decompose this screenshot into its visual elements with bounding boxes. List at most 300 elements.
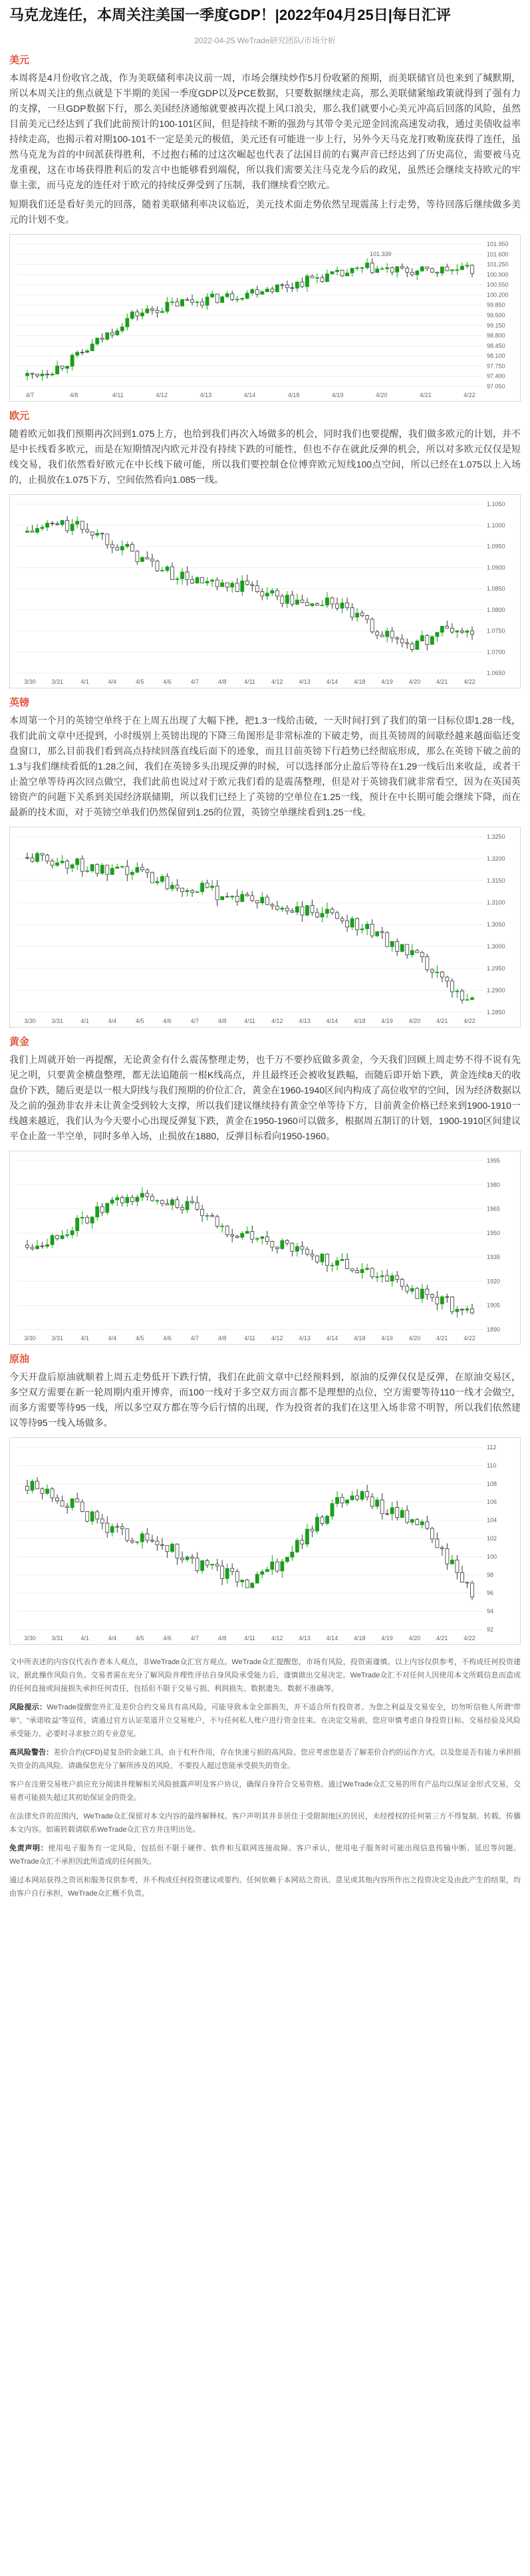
candle-body [370, 1497, 374, 1506]
candle-body [70, 1230, 74, 1234]
y-tick-label: 99.150 [487, 322, 505, 329]
x-tick-label: 4/6 [163, 1635, 172, 1642]
y-tick-label: 1995 [487, 1157, 501, 1164]
candle-body [36, 1481, 39, 1489]
candle-body [110, 545, 114, 547]
candle-body [430, 1528, 434, 1539]
candle-body [36, 853, 39, 861]
candle-body [261, 292, 264, 295]
candle-body [251, 1231, 254, 1239]
candle-body [150, 1197, 154, 1201]
y-tick-label: 99.850 [487, 301, 505, 309]
candle-body [116, 331, 119, 335]
candle-body [160, 1201, 164, 1204]
candle-body [160, 1545, 164, 1546]
candle-body [376, 1277, 379, 1278]
candle-body [41, 527, 44, 529]
x-tick-label: 4/18 [287, 392, 300, 398]
candle-body [51, 523, 54, 524]
candle-body [96, 533, 99, 535]
candle-body [90, 1217, 94, 1223]
risk-notice-label: 风险提示： [9, 1703, 47, 1711]
candle-body [366, 616, 369, 619]
y-tick-label: 1950 [487, 1229, 501, 1236]
candle-body [336, 270, 339, 271]
candle-body [201, 577, 204, 583]
candle-body [26, 531, 29, 532]
candle-body [350, 1496, 354, 1500]
y-tick-label: 98.800 [487, 332, 505, 339]
candle-body [191, 891, 194, 893]
candle-body [61, 861, 64, 863]
candle-body [321, 913, 324, 917]
candle-body [26, 373, 29, 376]
candle-body [450, 1297, 454, 1312]
candle-body [406, 944, 409, 955]
candle-body [80, 1217, 84, 1218]
x-tick-label: 4/7 [190, 678, 199, 685]
candle-body [446, 1548, 449, 1564]
candle-body [436, 272, 439, 273]
candle-body [150, 559, 154, 561]
x-tick-label: 4/21 [436, 1335, 448, 1342]
candle-body [235, 299, 239, 300]
candle-body [430, 637, 434, 644]
candle-body [305, 1249, 309, 1254]
x-tick-label: 4/8 [217, 1335, 227, 1342]
candle-body [61, 366, 64, 368]
candle-body [120, 327, 124, 331]
candle-body [186, 299, 189, 300]
candle-body [456, 991, 459, 992]
candle-body [390, 941, 394, 946]
candle-body [331, 909, 334, 913]
y-tick-label: 1980 [487, 1181, 501, 1189]
candle-body [221, 1566, 224, 1578]
candle-body [406, 1510, 409, 1522]
y-tick-label: 1.0750 [487, 627, 505, 635]
gold-chart [9, 1151, 521, 1345]
candle-body [146, 1534, 149, 1540]
x-tick-label: 4/5 [135, 1018, 144, 1024]
candle-body [130, 312, 134, 319]
x-tick-label: 4/4 [108, 678, 117, 685]
y-tick-label: 100.200 [487, 291, 509, 299]
candle-body [181, 888, 184, 891]
oil-chart [9, 1437, 521, 1645]
candle-body [420, 952, 424, 956]
candle-body [241, 895, 244, 902]
candle-body [225, 1226, 229, 1234]
candle-body [61, 1501, 64, 1506]
candle-body [235, 583, 239, 591]
x-tick-label: 4/12 [271, 1335, 283, 1342]
candle-body [380, 1276, 384, 1277]
candle-body [26, 857, 29, 858]
x-tick-label: 4/11 [112, 392, 124, 398]
disclaimer-para-1: 文中所表述的内容仅代表作者本人观点，非WeTrade众汇官方观点。WeTrade众汇提醒您，市场有风险，投资需谨慎。以上内容仅供参考，不构成任何投资建议，据此操作风险自负。交易者需在充分了解风险并理性评估自身风险承受能力后，谨慎做出交易决定。WeTrade众汇不对任何人因使用本文所载信息而造成的任何直接或间接损失承担任何责任，包括但不限于交易亏损、利润损失、数据遗失、数据不准确等。 [9, 1658, 521, 1693]
candle-body [366, 924, 369, 929]
candle-body [255, 1238, 259, 1239]
candle-body [410, 950, 414, 955]
candle-body [41, 374, 44, 376]
candle-body [61, 520, 64, 524]
candle-body [370, 1268, 374, 1277]
candle-body [406, 643, 409, 644]
candle-body [426, 267, 429, 269]
candle-body [181, 299, 184, 306]
candle-body [100, 1207, 104, 1213]
candle-body [416, 641, 419, 650]
candle-body [96, 338, 99, 344]
candle-body [275, 906, 279, 909]
gbp-chart [9, 827, 521, 1028]
candle-body [140, 867, 144, 870]
candle-body [146, 870, 149, 873]
y-tick-label: 100.900 [487, 271, 509, 278]
candle-body [390, 1508, 394, 1514]
candle-body [305, 1529, 309, 1544]
candle-body [275, 1562, 279, 1571]
candle-body [400, 267, 404, 268]
candle-body [106, 333, 109, 339]
x-tick-label: 4/4 [108, 1335, 117, 1342]
candle-body [285, 285, 289, 287]
x-tick-label: 4/21 [420, 392, 432, 398]
x-tick-label: 4/7 [190, 1018, 199, 1024]
candle-body [126, 319, 129, 327]
y-tick-label: 1.1050 [487, 501, 505, 507]
y-tick-label: 100.550 [487, 281, 509, 289]
candle-body [170, 302, 174, 303]
x-tick-label: 4/1 [80, 1018, 89, 1024]
risk-notice-text: WeTrade提醒您外汇及差价合约交易具有高风险，可能导致本金全部损失，并不适合所有投资者。为您之利益及交易安全，切勿听信他人所谓“带单”、“承诺收益”等宣传，请通过官方认证渠道开立交易账户，不与任何私人账户进行资金往来。在决定交易前，您应审慎考虑自身投资目标、交易经验及风险承受能力，必要时寻求独立的专业意见。 [9, 1703, 521, 1738]
candle-body [350, 1269, 354, 1271]
candle-body [211, 580, 214, 581]
candle-body [56, 366, 59, 374]
y-tick-label: 106 [487, 1499, 497, 1506]
candle-body [245, 581, 249, 585]
y-tick-label: 102 [487, 1535, 497, 1542]
candle-body [315, 913, 319, 917]
section-body-gold: 我们上周就开始一再提醒，无论黄金有什么震荡整理走势，也千万不要抄底做多黄金，今天我们回顾上周走势不得不说有先见之明，只要黄金横盘整理，都无法追随前一根K线高点，并且最终还会被收复跌幅，而随后即开始下跌，黄金连续8天的收盘价下跌，随后更是以一根大阴线与我们预期的价位汇合，黄金在1960-1940区间内构成了高位收窄的空间，因为经济数据以及之前的强劲非农并未让黄金受到较大支撑，所以我们建议继续持有黄金空单等待下方，目前黄金价格已经来到1900-1910一线越来越近，我们认为今天要小心出现反弹复下跌，黄金在1950-1960可以做多，根据周五制订的计划，1900-1910区间建议平仓止盈一半空单，同时多单入场，止损放在1880，反弹目标看向1950-1960。 [9, 1054, 521, 1141]
candle-body [360, 929, 364, 930]
candle-body [450, 1560, 454, 1564]
x-tick-label: 4/20 [408, 1018, 421, 1024]
candle-body [450, 628, 454, 632]
candle-body [331, 1265, 334, 1266]
x-tick-label: 4/8 [217, 1635, 227, 1642]
x-tick-label: 4/22 [464, 1335, 475, 1342]
candle-body [46, 523, 49, 527]
x-tick-label: 4/18 [353, 1635, 366, 1642]
candle-body [406, 1286, 409, 1291]
section-body-usd: 本周将是4月份收官之战，作为美联储利率决议前一周，市场会继续炒作5月份收紧的预期，而美联储官员也来到了缄默期，所以本周关注的焦点就是下半期的美国一季度GDP以及PCE数据，只要数据继续走高，那么美联储紧缩政策就得到了强有力的支撑，一旦GDP数据下行，那么美国经济通缩就要被再次提上风口浪尖，那么我们就要小心美元冲高后回落的风险，虽然目前美元已经达到了我们此前预计的100-101区间，但是持续不断的强劲与其带令美元逆金回流高速发动我，通过美债收益率持续走高，也揭示着对期100-101不一定是美元的极值，美元还有可能进一步上行，另外今天马克龙打败勒庞获得了连任，虽然马克龙为首的中间派获得胜利，不过抱右稀的过这次崛起也代表了法国目前的右翼声音已经达到了历史高位，需要被马克龙重视，这在市场获得胜利后的发言中也能够看到端倪，所以我们需要关注马克龙今后的政见，虽然还会继续支持欧元的牢靠主张，而马克龙的连任对于欧元的持续反弹受到了压制，我们继续看空欧元。 [9, 72, 521, 190]
y-tick-label: 1.3100 [487, 899, 505, 906]
candle-body [215, 1216, 219, 1226]
candle-body [450, 981, 454, 992]
candle-body [315, 604, 319, 605]
eur-chart [9, 494, 521, 688]
candle-body [146, 557, 149, 559]
candle-body [346, 273, 349, 275]
x-tick-label: 3/30 [24, 1018, 36, 1024]
candle-body [291, 288, 294, 289]
candle-body [271, 289, 274, 292]
article-title: 马克龙连任，本周关注美国一季度GDP！|2022年04月25日|每日汇评 [9, 7, 451, 23]
candle-body [140, 1193, 144, 1197]
candle-body [245, 293, 249, 299]
candle-body [156, 310, 159, 313]
candle-body [261, 1236, 264, 1238]
y-tick-label: 1.0800 [487, 606, 505, 613]
x-tick-label: 4/14 [326, 1335, 338, 1342]
candle-body [126, 544, 129, 546]
candle-body [181, 1558, 184, 1560]
candle-body [285, 1240, 289, 1243]
candle-body [66, 366, 69, 368]
candle-body [311, 604, 314, 606]
x-tick-label: 4/4 [108, 1018, 117, 1024]
candle-body [156, 561, 159, 571]
candle-body [221, 583, 224, 587]
candle-body [191, 1201, 194, 1203]
candle-body [211, 294, 214, 297]
candle-body [396, 267, 399, 272]
candle-body [265, 289, 269, 292]
x-tick-label: 4/13 [299, 1635, 311, 1642]
y-tick-label: 99.500 [487, 312, 505, 319]
candle-body [376, 632, 379, 635]
candle-body [36, 1246, 39, 1248]
candle-body [231, 583, 234, 587]
candle-body [66, 1234, 69, 1235]
candle-body [51, 1236, 54, 1245]
candle-body [346, 1259, 349, 1268]
candle-body [211, 1216, 214, 1217]
candle-body [255, 901, 259, 903]
x-tick-label: 4/22 [464, 1635, 475, 1642]
candle-body [271, 591, 274, 593]
candle-body [376, 1500, 379, 1506]
candle-body [400, 944, 404, 952]
candle-body [370, 924, 374, 936]
x-tick-label: 4/1 [80, 1635, 89, 1642]
candle-body [380, 1500, 384, 1514]
candle-body [311, 276, 314, 278]
x-tick-label: 4/8 [69, 392, 78, 398]
candle-body [211, 886, 214, 887]
candle-body [251, 585, 254, 586]
candle-body [225, 1568, 229, 1578]
x-tick-label: 4/22 [464, 678, 475, 685]
high-risk-label: 高风险警告： [9, 1749, 54, 1757]
candle-body [186, 1201, 189, 1210]
x-tick-label: 4/5 [135, 1335, 144, 1342]
candle-body [201, 1560, 204, 1570]
x-tick-label: 4/7 [25, 392, 35, 398]
candle-body [130, 1540, 134, 1542]
candle-body [196, 892, 199, 893]
candle-body [396, 941, 399, 951]
y-tick-label: 1.1000 [487, 521, 505, 529]
candle-body [265, 1236, 269, 1241]
candle-body [311, 1529, 314, 1531]
candle-body [315, 1517, 319, 1531]
x-tick-label: 4/13 [299, 1335, 311, 1342]
candle-body [430, 269, 434, 272]
candle-body [116, 867, 119, 869]
candle-body [291, 1243, 294, 1251]
candle-body [356, 268, 359, 269]
y-tick-label: 1.0950 [487, 543, 505, 550]
candle-body [205, 1560, 209, 1565]
candle-body [150, 873, 154, 883]
candle-body [456, 631, 459, 633]
candle-body [126, 1529, 129, 1541]
candle-body [76, 859, 79, 865]
candle-body [31, 531, 34, 532]
x-tick-label: 4/20 [376, 392, 388, 398]
x-tick-label: 4/14 [243, 392, 256, 398]
candle-body [110, 1526, 114, 1532]
candle-body [346, 603, 349, 608]
x-tick-label: 4/11 [244, 1018, 255, 1024]
candle-body [70, 355, 74, 366]
candle-body [201, 302, 204, 305]
candle-body [430, 970, 434, 972]
candle-body [366, 1268, 369, 1270]
candle-body [285, 908, 289, 911]
candle-body [251, 1583, 254, 1588]
candle-body [360, 1492, 364, 1500]
disclaimer-para-3 [9, 1746, 521, 1773]
section-heading-gold: 黄金 [9, 1036, 30, 1048]
candle-body [241, 581, 244, 591]
y-tick-label: 1935 [487, 1254, 501, 1261]
section-heading-gbp: 英镑 [9, 697, 30, 708]
candle-body [301, 1246, 304, 1249]
candle-body [436, 633, 439, 637]
candle-body [86, 351, 89, 352]
candle-body [241, 1580, 244, 1582]
candle-body [326, 1516, 329, 1524]
candle-body [176, 302, 179, 306]
candle-body [100, 338, 104, 339]
candle-body [386, 1276, 389, 1281]
candle-body [460, 1572, 464, 1582]
candle-body [170, 1544, 174, 1552]
candle-body [416, 271, 419, 275]
candle-body [241, 1233, 244, 1237]
candle-body [100, 533, 104, 534]
candle-body [321, 605, 324, 606]
y-tick-label: 1.0900 [487, 564, 505, 571]
section-heading-eur: 欧元 [9, 410, 30, 422]
x-tick-label: 4/1 [80, 1335, 89, 1342]
candle-body [376, 932, 379, 936]
candle-body [31, 858, 34, 861]
candle-body [146, 309, 149, 313]
candle-body [336, 1260, 339, 1265]
disclaimer-para-6 [9, 1842, 521, 1868]
x-tick-label: 4/14 [326, 1018, 338, 1024]
y-tick-label: 98.450 [487, 342, 505, 349]
candle-body [440, 1297, 444, 1304]
gbp-chart-svg [10, 827, 520, 1027]
candle-body [420, 1289, 424, 1298]
candle-body [36, 374, 39, 376]
candle-body [326, 598, 329, 605]
candle-body [295, 600, 299, 605]
candle-body [126, 867, 129, 875]
candle-body [96, 1207, 99, 1217]
disclaimer-para-2 [9, 1701, 521, 1741]
candle-body [41, 853, 44, 855]
candle-body [396, 1276, 399, 1280]
candle-body [106, 1523, 109, 1532]
candle-body [410, 644, 414, 649]
candle-body [196, 1203, 199, 1209]
x-tick-label: 4/21 [436, 1635, 448, 1642]
gold-chart-svg [10, 1151, 520, 1344]
x-tick-label: 4/11 [244, 1635, 255, 1642]
y-tick-label: 1890 [487, 1326, 501, 1333]
section-body-oil: 今天开盘后原油就顺着上周五走势低开下跌行情，我们在此前文章中已经预料到，原油的反弹仅仅是反弹，在原油交易区，多空双方需要在新一轮周期内重开博弈，而100一线对于多空双方而言都不是理想的点位，空方需要等待110一线才会做空，而多方需要等待95一线，所以多空双方都在等今后行情的出现，作为投资者的我们在这里入场非常不明智，所以我们依然建议等待95一线入场做多。 [9, 1371, 521, 1428]
candle-body [360, 267, 364, 268]
candle-body [420, 1522, 424, 1525]
x-tick-label: 4/8 [217, 1018, 227, 1024]
y-tick-label: 92 [487, 1626, 494, 1633]
candle-body [400, 1510, 404, 1518]
candle-body [471, 265, 474, 273]
candle-body [321, 1517, 324, 1523]
candle-body [225, 294, 229, 297]
candle-body [275, 1247, 279, 1248]
x-tick-label: 3/31 [51, 1335, 64, 1342]
candle-body [291, 1552, 294, 1557]
candle-body [136, 1197, 139, 1202]
x-tick-label: 3/31 [51, 678, 64, 685]
candle-body [301, 1540, 304, 1544]
candle-body [460, 1309, 464, 1310]
candle-body [110, 1200, 114, 1203]
candle-body [245, 895, 249, 896]
candle-body [156, 881, 159, 883]
candle-body [326, 1254, 329, 1265]
candle-body [350, 608, 354, 617]
x-tick-label: 4/5 [135, 1635, 144, 1642]
y-tick-label: 110 [487, 1462, 497, 1469]
candle-body [116, 547, 119, 550]
candle-body [80, 859, 84, 871]
candle-body [295, 282, 299, 288]
candle-body [26, 1486, 29, 1490]
candle-body [136, 312, 139, 316]
candle-body [386, 268, 389, 269]
candle-body [191, 579, 194, 583]
y-tick-label: 1.3000 [487, 943, 505, 950]
candle-body [465, 265, 469, 266]
y-tick-label: 108 [487, 1480, 497, 1487]
candle-body [51, 861, 54, 865]
section-heading-usd: 美元 [9, 55, 30, 66]
x-tick-label: 4/19 [381, 1018, 393, 1024]
candle-body [136, 551, 139, 562]
candle-body [336, 913, 339, 919]
candle-body [215, 294, 219, 303]
candle-body [146, 1193, 149, 1197]
